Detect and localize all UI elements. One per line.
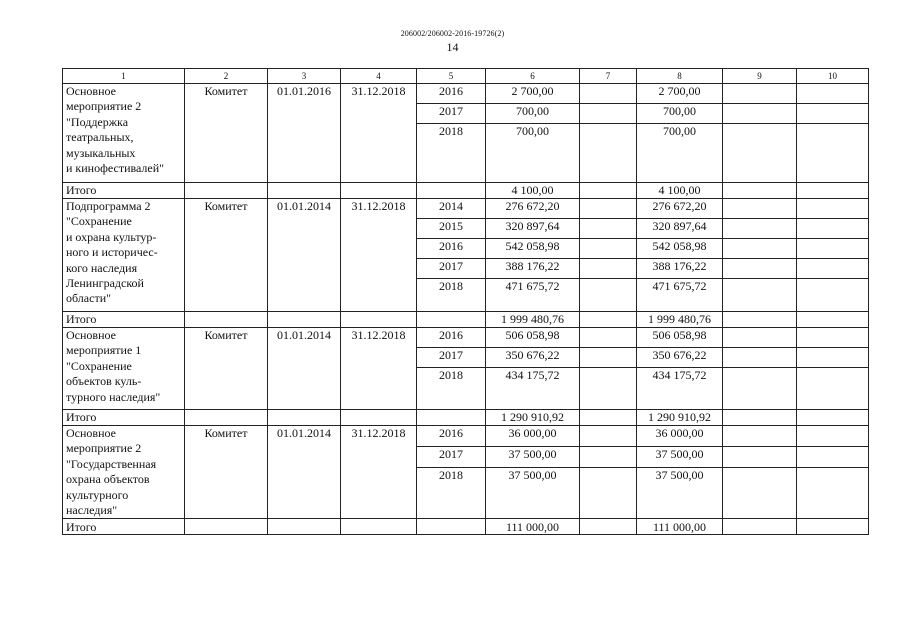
empty-cell	[185, 312, 268, 328]
empty-cell	[797, 467, 869, 519]
program-name-line: культурного	[66, 487, 129, 502]
empty-cell	[723, 348, 797, 368]
program-name-line: "Государственная	[66, 456, 157, 471]
program-name-line: турного наследия"	[66, 389, 161, 404]
empty-cell	[185, 183, 268, 199]
budget-table	[62, 68, 869, 535]
total-label: Итого	[63, 410, 185, 426]
amount-cell: 471 675,72	[637, 279, 723, 312]
executor-cell: Комитет	[185, 84, 268, 183]
empty-cell	[580, 446, 637, 467]
total-row	[63, 519, 869, 535]
column-header: 4	[341, 69, 417, 84]
program-name-line: мероприятие 2	[66, 99, 142, 114]
empty-cell	[797, 199, 869, 219]
empty-cell	[797, 183, 869, 199]
empty-cell	[723, 199, 797, 219]
amount-cell: 506 058,98	[637, 328, 723, 348]
total-row	[63, 410, 869, 426]
empty-cell	[723, 219, 797, 239]
amount-cell: 37 500,00	[486, 446, 580, 467]
empty-cell	[797, 312, 869, 328]
column-header: 7	[580, 69, 637, 84]
amount-cell: 542 058,98	[637, 239, 723, 259]
empty-cell	[580, 219, 637, 239]
empty-cell	[797, 446, 869, 467]
amount-cell: 350 676,22	[486, 348, 580, 368]
amount-cell: 37 500,00	[637, 446, 723, 467]
empty-cell	[723, 368, 797, 410]
empty-cell	[723, 84, 797, 104]
program-name-line: Основное	[66, 328, 116, 342]
total-label: Итого	[63, 312, 185, 328]
column-header: 3	[268, 69, 341, 84]
program-name-line: мероприятие 1	[66, 343, 142, 358]
empty-cell	[580, 279, 637, 312]
column-header: 6	[486, 69, 580, 84]
year-cell: 2017	[417, 104, 486, 124]
total-amount-cell: 111 000,00	[486, 519, 580, 535]
total-row	[63, 183, 869, 199]
column-header: 10	[797, 69, 869, 84]
empty-cell	[417, 519, 486, 535]
document-code: 206002/206002-2016-19726(2)	[400, 29, 505, 38]
amount-cell: 37 500,00	[486, 467, 580, 519]
total-amount-cell: 1 999 480,76	[486, 312, 580, 328]
amount-cell: 388 176,22	[486, 259, 580, 279]
year-cell: 2017	[417, 348, 486, 368]
total-label: Итого	[63, 183, 185, 199]
program-name-line: объектов куль-	[66, 374, 142, 389]
program-name-line: Ленинградской	[66, 276, 144, 291]
empty-cell	[580, 104, 637, 124]
empty-cell	[797, 84, 869, 104]
year-cell: 2016	[417, 84, 486, 104]
program-name-cell	[63, 328, 185, 410]
amount-cell: 36 000,00	[637, 426, 723, 447]
amount-cell: 434 175,72	[637, 368, 723, 410]
table-row	[63, 328, 869, 348]
column-header: 9	[723, 69, 797, 84]
empty-cell	[797, 279, 869, 312]
program-name-line: музыкальных	[66, 145, 136, 160]
empty-cell	[185, 410, 268, 426]
empty-cell	[268, 519, 341, 535]
empty-cell	[797, 239, 869, 259]
program-name-line: и кинофестивалей"	[66, 161, 165, 176]
amount-cell: 700,00	[637, 104, 723, 124]
amount-cell: 350 676,22	[637, 348, 723, 368]
empty-cell	[417, 410, 486, 426]
end-date-cell: 31.12.2018	[341, 84, 417, 183]
empty-cell	[580, 467, 637, 519]
empty-cell	[797, 104, 869, 124]
empty-cell	[417, 183, 486, 199]
year-cell: 2017	[417, 259, 486, 279]
empty-cell	[723, 446, 797, 467]
total-amount-cell: 4 100,00	[637, 183, 723, 199]
start-date-cell: 01.01.2014	[268, 199, 341, 312]
year-cell: 2014	[417, 199, 486, 219]
amount-cell: 37 500,00	[637, 467, 723, 519]
column-header: 5	[417, 69, 486, 84]
amount-cell: 276 672,20	[637, 199, 723, 219]
empty-cell	[797, 259, 869, 279]
amount-cell: 434 175,72	[486, 368, 580, 410]
year-cell: 2018	[417, 368, 486, 410]
year-cell: 2016	[417, 426, 486, 447]
program-name-cell	[63, 199, 185, 312]
total-row	[63, 312, 869, 328]
program-name-line: "Сохранение	[66, 214, 132, 229]
page-number: 14	[446, 40, 459, 54]
program-name-line: Основное	[66, 84, 116, 98]
program-name-line: Основное	[66, 426, 116, 440]
empty-cell	[723, 183, 797, 199]
empty-cell	[580, 199, 637, 219]
program-name-line: области"	[66, 291, 112, 306]
year-cell: 2016	[417, 328, 486, 348]
empty-cell	[723, 328, 797, 348]
program-name-line: мероприятие 2	[66, 441, 142, 456]
year-cell: 2018	[417, 124, 486, 183]
empty-cell	[723, 467, 797, 519]
table-row	[63, 84, 869, 104]
empty-cell	[797, 519, 869, 535]
table-row	[63, 199, 869, 219]
empty-cell	[580, 426, 637, 447]
program-name-cell	[63, 426, 185, 519]
amount-cell: 320 897,64	[486, 219, 580, 239]
empty-cell	[723, 124, 797, 183]
year-cell: 2018	[417, 279, 486, 312]
column-header: 2	[185, 69, 268, 84]
program-name-line: "Поддержка	[66, 114, 129, 129]
year-cell: 2016	[417, 239, 486, 259]
amount-cell: 700,00	[637, 124, 723, 183]
empty-cell	[580, 312, 637, 328]
empty-cell	[185, 519, 268, 535]
total-amount-cell: 1 290 910,92	[486, 410, 580, 426]
empty-cell	[580, 328, 637, 348]
total-amount-cell: 4 100,00	[486, 183, 580, 199]
amount-cell: 320 897,64	[637, 219, 723, 239]
empty-cell	[580, 183, 637, 199]
table-row	[63, 426, 869, 447]
empty-cell	[580, 368, 637, 410]
amount-cell: 2 700,00	[486, 84, 580, 104]
empty-cell	[797, 328, 869, 348]
empty-cell	[723, 104, 797, 124]
empty-cell	[341, 312, 417, 328]
total-amount-cell: 111 000,00	[637, 519, 723, 535]
start-date-cell: 01.01.2014	[268, 328, 341, 410]
empty-cell	[797, 368, 869, 410]
year-cell: 2018	[417, 467, 486, 519]
amount-cell: 2 700,00	[637, 84, 723, 104]
year-cell: 2015	[417, 219, 486, 239]
empty-cell	[723, 259, 797, 279]
amount-cell: 388 176,22	[637, 259, 723, 279]
amount-cell: 276 672,20	[486, 199, 580, 219]
start-date-cell: 01.01.2016	[268, 84, 341, 183]
program-name-line: театральных,	[66, 130, 134, 145]
program-name-line: Подпрограмма 2	[66, 199, 151, 213]
total-label: Итого	[63, 519, 185, 535]
empty-cell	[797, 410, 869, 426]
executor-cell: Комитет	[185, 199, 268, 312]
column-number-row	[63, 69, 869, 84]
empty-cell	[723, 279, 797, 312]
executor-cell: Комитет	[185, 328, 268, 410]
empty-cell	[723, 239, 797, 259]
program-name-line: "Сохранение	[66, 358, 132, 373]
empty-cell	[580, 124, 637, 183]
empty-cell	[341, 410, 417, 426]
empty-cell	[417, 312, 486, 328]
empty-cell	[797, 124, 869, 183]
program-name-line: ного и историчес-	[66, 245, 158, 260]
end-date-cell: 31.12.2018	[341, 328, 417, 410]
end-date-cell: 31.12.2018	[341, 199, 417, 312]
amount-cell: 36 000,00	[486, 426, 580, 447]
amount-cell: 700,00	[486, 104, 580, 124]
program-name-line: охрана объектов	[66, 472, 150, 487]
executor-cell: Комитет	[185, 426, 268, 519]
amount-cell: 700,00	[486, 124, 580, 183]
empty-cell	[268, 410, 341, 426]
empty-cell	[341, 519, 417, 535]
total-amount-cell: 1 999 480,76	[637, 312, 723, 328]
end-date-cell: 31.12.2018	[341, 426, 417, 519]
amount-cell: 506 058,98	[486, 328, 580, 348]
empty-cell	[723, 519, 797, 535]
program-name-line: кого наследия	[66, 260, 138, 275]
empty-cell	[723, 312, 797, 328]
column-header: 1	[63, 69, 185, 84]
total-amount-cell: 1 290 910,92	[637, 410, 723, 426]
amount-cell: 471 675,72	[486, 279, 580, 312]
empty-cell	[580, 259, 637, 279]
empty-cell	[580, 239, 637, 259]
program-name-line: наследия"	[66, 503, 118, 518]
start-date-cell: 01.01.2014	[268, 426, 341, 519]
empty-cell	[580, 410, 637, 426]
empty-cell	[268, 183, 341, 199]
amount-cell: 542 058,98	[486, 239, 580, 259]
column-header: 8	[637, 69, 723, 84]
program-name-line: и охрана культур-	[66, 229, 157, 244]
empty-cell	[580, 348, 637, 368]
empty-cell	[797, 219, 869, 239]
empty-cell	[268, 312, 341, 328]
year-cell: 2017	[417, 446, 486, 467]
empty-cell	[797, 426, 869, 447]
empty-cell	[723, 410, 797, 426]
empty-cell	[723, 426, 797, 447]
empty-cell	[341, 183, 417, 199]
empty-cell	[580, 84, 637, 104]
empty-cell	[580, 519, 637, 535]
empty-cell	[797, 348, 869, 368]
program-name-cell	[63, 84, 185, 183]
